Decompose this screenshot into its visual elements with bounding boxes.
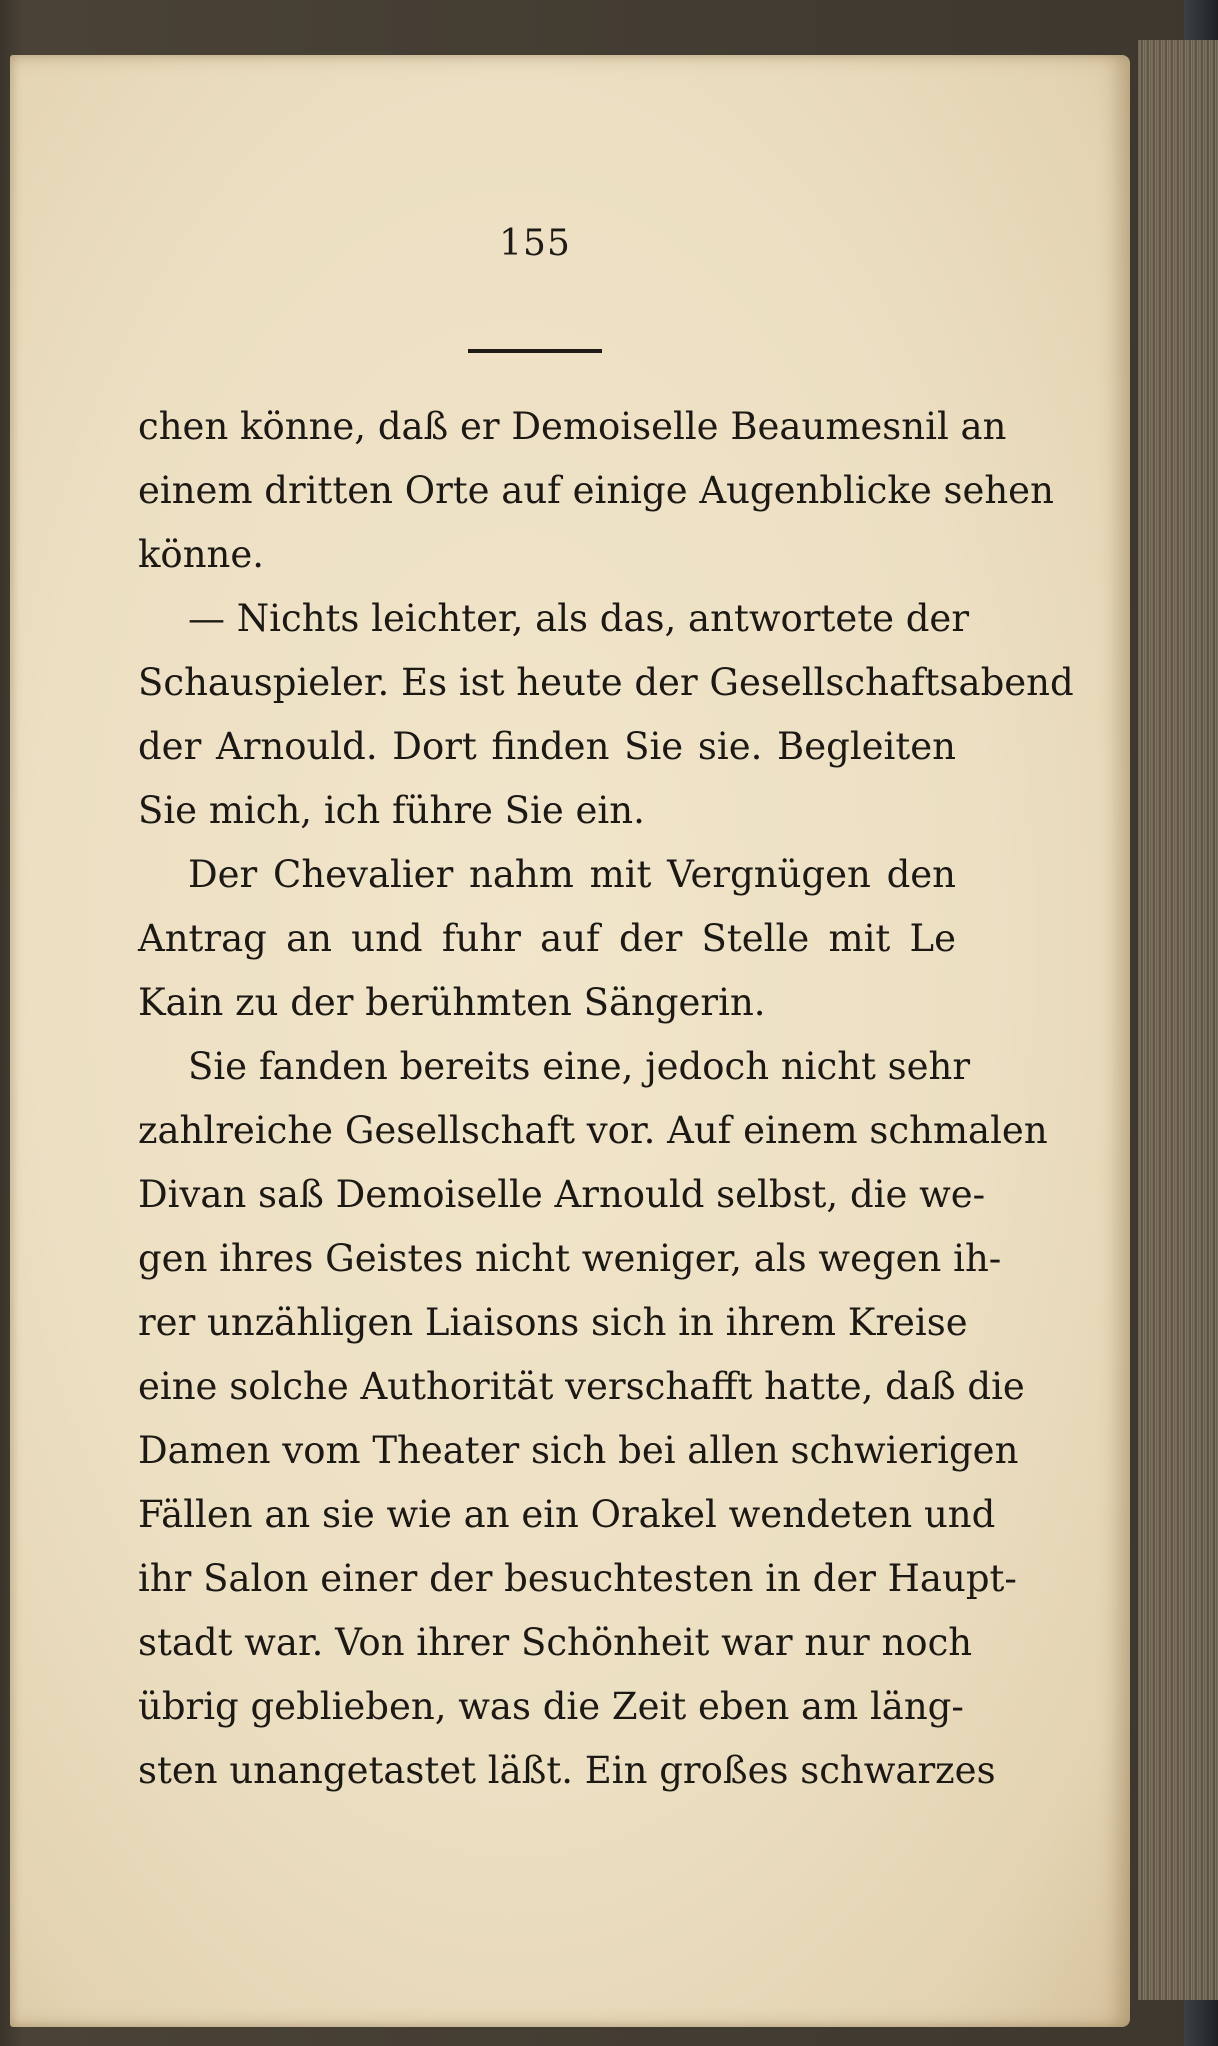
text-line: Antrag an und fuhr auf der Stelle mit Le xyxy=(138,917,956,960)
text-line: ihr Salon einer der besuchtesten in der Haupt- xyxy=(138,1557,1017,1600)
text-line: Kain zu der berühmten Sängerin. xyxy=(138,981,766,1024)
text-line: einem dritten Orte auf einige Augenblicke sehen xyxy=(138,469,1054,512)
page-edges xyxy=(1138,40,1218,2000)
text-line: rer unzähligen Liaisons sich in ihrem Kreise xyxy=(138,1301,968,1344)
text-line: Sie fanden bereits eine, jedoch nicht sehr xyxy=(188,1045,971,1088)
text-line: Der Chevalier nahm mit Vergnügen den xyxy=(188,853,956,896)
text-line: eine solche Authorität verschafft hatte, daß die xyxy=(138,1365,1025,1408)
text-line: gen ihres Geistes nicht weniger, als wegen ih- xyxy=(138,1237,1002,1280)
text-line: Fällen an sie wie an ein Orakel wendeten und xyxy=(138,1493,996,1536)
text-line: chen könne, daß er Demoiselle Beaumesnil an xyxy=(138,405,1007,448)
text-line: übrig geblieben, was die Zeit eben am läng- xyxy=(138,1685,964,1728)
text-line: Schauspieler. Es ist heute der Gesellschaftsabend xyxy=(138,661,1074,704)
text-line: stadt war. Von ihrer Schönheit war nur noch xyxy=(138,1621,973,1664)
book-page xyxy=(10,55,1130,2027)
text-line: Sie mich, ich führe Sie ein. xyxy=(138,789,645,832)
header-rule xyxy=(468,349,602,353)
body-text xyxy=(138,395,1074,1803)
text-line: sten unangetastet läßt. Ein großes schwarzes xyxy=(138,1749,996,1792)
text-line: der Arnould. Dort finden Sie sie. Begleiten xyxy=(138,725,956,768)
page-number: 155 xyxy=(499,223,571,264)
text-line: — Nichts leichter, als das, antwortete der xyxy=(188,597,970,640)
text-line: Damen vom Theater sich bei allen schwierigen xyxy=(138,1429,1019,1472)
text-line: Divan saß Demoiselle Arnould selbst, die we- xyxy=(138,1173,986,1216)
text-line: könne. xyxy=(138,533,265,576)
text-line: zahlreiche Gesellschaft vor. Auf einem schmalen xyxy=(138,1109,1048,1152)
